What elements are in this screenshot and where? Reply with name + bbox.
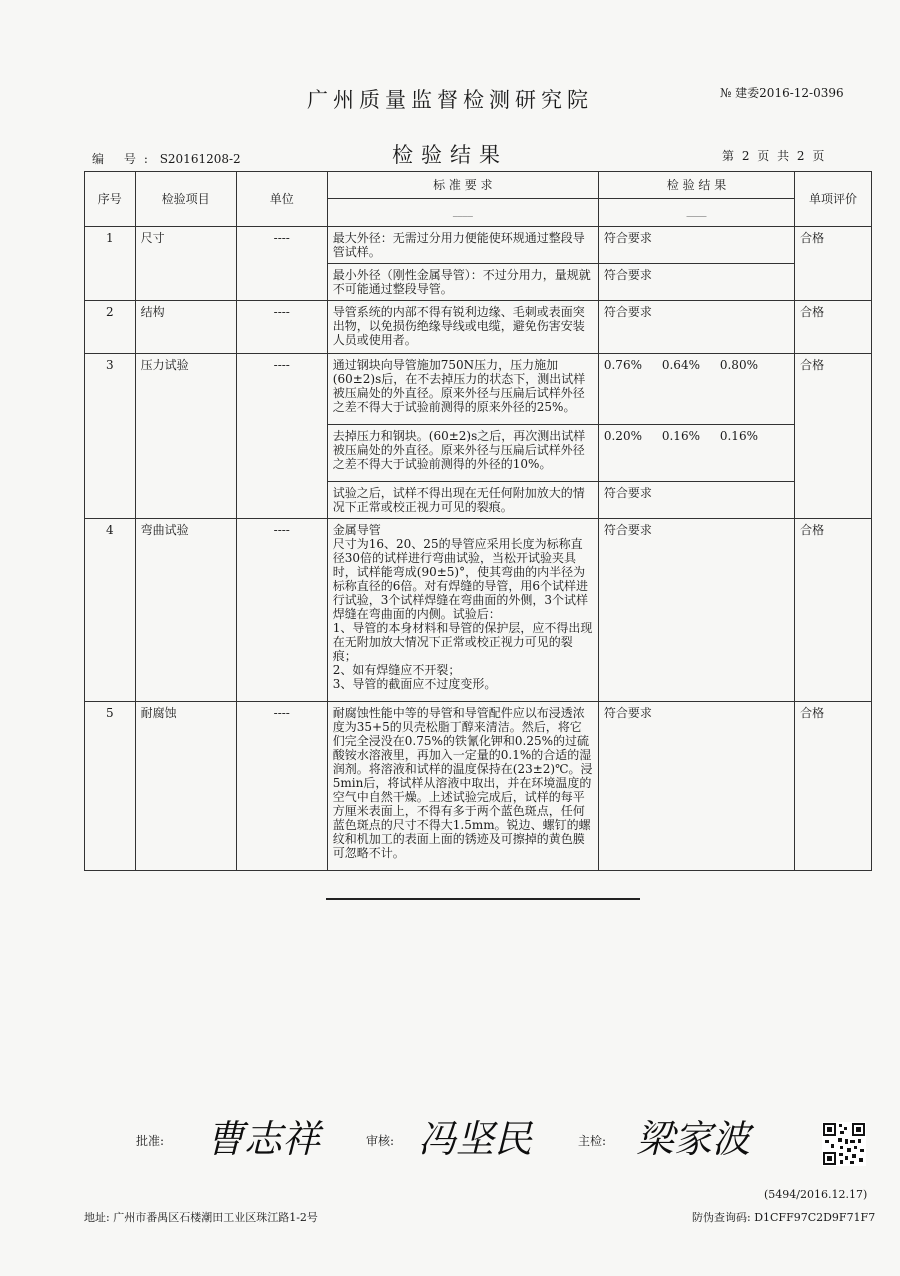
- row-seq: 2: [85, 301, 136, 354]
- header-result: 检 验 结 果: [598, 172, 794, 199]
- approve-signature: 曹志祥: [206, 1117, 321, 1161]
- result-value: 0.20%: [603, 429, 642, 443]
- row-item: 弯曲试验: [135, 519, 236, 702]
- row-unit: ----: [236, 519, 327, 702]
- table-row: [85, 227, 872, 264]
- table-row: [85, 519, 872, 702]
- review-signature: 冯坚民: [418, 1117, 533, 1161]
- row-requirement: 试验之后，试样不得出现在无任何附加放大的情况下正常或校正视力可见的裂痕。: [327, 482, 598, 519]
- inspect-signature: 梁家波: [636, 1117, 751, 1161]
- row-seq: 4: [85, 519, 136, 702]
- table-row: [85, 301, 872, 354]
- result-value: 0.16%: [719, 429, 758, 443]
- table-header-row: [85, 172, 872, 199]
- result-value: 0.16%: [661, 429, 700, 443]
- row-result: 符合要求: [598, 482, 794, 519]
- result-value: 0.80%: [719, 358, 758, 372]
- row-result-values: [598, 354, 794, 425]
- header-item: 检验项目: [135, 172, 236, 227]
- row-seq: 5: [85, 702, 136, 871]
- row-item: 压力试验: [135, 354, 236, 519]
- address: 地址: 广州市番禺区石楼潮田工业区珠江路1-2号: [84, 1211, 318, 1224]
- review-label: 审核:: [366, 1134, 395, 1148]
- row-unit: ----: [236, 301, 327, 354]
- row-requirement: 金属导管 尺寸为16、20、25的导管应采用长度为标称直径30倍的试样进行弯曲试验，当松开试验夹具时，试样能弯成(90±5)°，使其弯曲的内半径为标称直径的6倍。对有焊缝的导管，用6个试样进行试验，3个试样焊缝在弯曲面的外侧，3个试样焊缝在弯曲面的内侧。试验后： 1、导管的本身材料和导管的保护层，应不得出现在无附加放大情况下正常或校正视力可见的裂痕； 2、如有焊缝应不开裂； 3、导管的截面应不过度变形。: [327, 519, 598, 702]
- serial-value: S20161208-2: [159, 152, 241, 166]
- row-requirement: 去掉压力和钢块。(60±2)s之后，再次测出试样被压扁处的外直径。原来外径与压扁后试样外径之差不得大于试验前测得的外径的10%。: [327, 425, 598, 482]
- result-value: 0.64%: [661, 358, 700, 372]
- header-result-sub: ____: [598, 198, 794, 226]
- row-result: 符合要求: [598, 301, 794, 354]
- results-table: [84, 171, 872, 871]
- row-item: 结构: [135, 301, 236, 354]
- row-unit: ----: [236, 702, 327, 871]
- serial-number: [92, 150, 241, 167]
- row-result: 符合要求: [598, 519, 794, 702]
- row-verdict: 合格: [795, 354, 872, 519]
- header-standard: 标 准 要 求: [327, 172, 598, 199]
- row-verdict: 合格: [795, 702, 872, 871]
- row-item: 尺寸: [135, 227, 236, 301]
- row-verdict: 合格: [795, 519, 872, 702]
- row-unit: ----: [236, 354, 327, 519]
- row-seq: 3: [85, 354, 136, 519]
- institute-name: 广州质量监督检测研究院: [307, 88, 593, 112]
- row-requirement: 最小外径（刚性金属导管）：不过分用力，量规就不可能通过整段导管。: [327, 264, 598, 301]
- row-item: 耐腐蚀: [135, 702, 236, 871]
- row-unit: ----: [236, 227, 327, 301]
- row-requirement: 最大外径：无需过分用力便能使环规通过整段导管试样。: [327, 227, 598, 264]
- result-value: 0.76%: [603, 358, 642, 372]
- row-result: 符合要求: [598, 264, 794, 301]
- table-row: [85, 354, 872, 425]
- approve-label: 批准:: [136, 1134, 165, 1148]
- serial-label: 编 号:: [92, 152, 156, 166]
- document-number: № 建委2016-12-0396: [720, 86, 844, 100]
- row-requirement: 耐腐蚀性能中等的导管和导管配件应以布浸透浓度为35+5的贝壳松脂丁醇来清洁。然后，将它们完全浸没在0.75%的铁氰化钾和0.25%的过硫酸铵水溶液里，再加入一定量的0.1%的合适的湿润剂。将溶液和试样的温度保持在(23±2)℃。浸5min后，将试样从溶液中取出，并在环境温度的空气中自然干燥。上述试验完成后，试样的每平方厘米表面上，不得有多于两个蓝色斑点，任何蓝色斑点的尺寸不得大1.5mm。锐边、螺钉的螺纹和机加工的表面上面的锈迹及可擦掉的黄色膜可忽略不计。: [327, 702, 598, 871]
- row-requirement: 导管系统的内部不得有锐利边缘、毛刺或表面突出物，以免损伤绝缘导线或电缆，避免伤害安装人员或使用者。: [327, 301, 598, 354]
- qr-code-icon: [822, 1122, 866, 1166]
- report-title: 检验结果: [392, 143, 508, 167]
- header-seq: 序号: [85, 172, 136, 227]
- row-seq: 1: [85, 227, 136, 301]
- row-verdict: 合格: [795, 227, 872, 301]
- end-of-report-line: [326, 898, 640, 900]
- page-info: 第 2 页 共 2 页: [722, 149, 827, 163]
- certificate-code: (5494/2016.12.17): [764, 1188, 868, 1201]
- table-row: [85, 702, 872, 871]
- inspect-label: 主检:: [578, 1134, 607, 1148]
- header-standard-sub: ____: [327, 198, 598, 226]
- header-verdict: 单项评价: [795, 172, 872, 227]
- row-requirement: 通过钢块向导管施加750N压力，压力施加(60±2)s后，在不去掉压力的状态下，测出试样被压扁处的外直径。原来外径与压扁后试样外径之差不得大于试验前测得的原来外径的25%。: [327, 354, 598, 425]
- row-result: 符合要求: [598, 702, 794, 871]
- anti-fake-code: 防伪查询码: D1CFF97C2D9F71F7: [692, 1211, 876, 1224]
- row-verdict: 合格: [795, 301, 872, 354]
- header-unit: 单位: [236, 172, 327, 227]
- row-result-values: [598, 425, 794, 482]
- row-result: 符合要求: [598, 227, 794, 264]
